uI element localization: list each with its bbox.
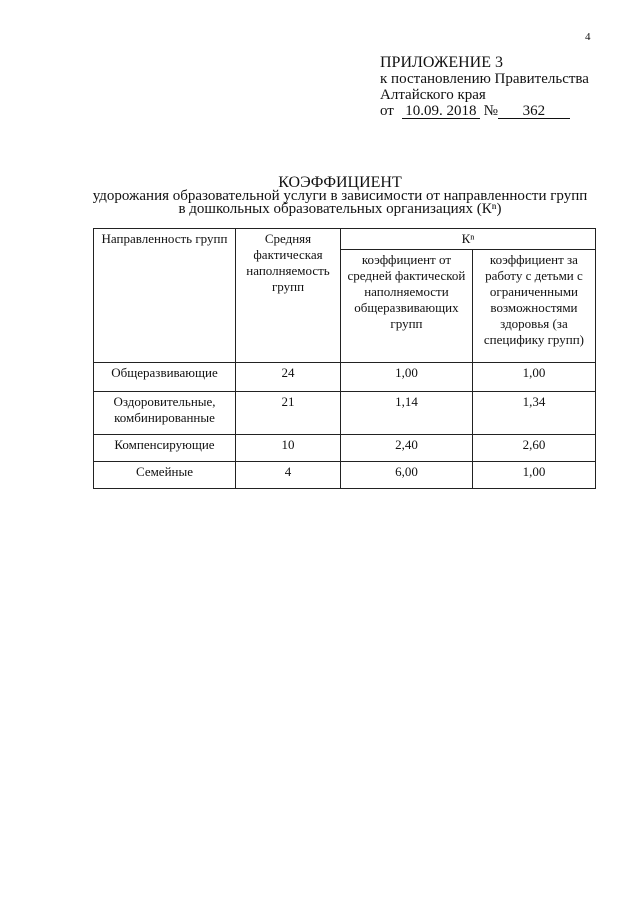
appendix-line-1: к постановлению Правительства <box>380 71 589 87</box>
row-k-general: 1,14 <box>341 392 473 435</box>
row-k-disabled: 1,34 <box>472 392 595 435</box>
header-k-general: коэффициент от средней фактической наполняемости общеразвивающих групп <box>341 250 473 363</box>
heading-line-2: в дошкольных образовательных организациях (Кⁿ) <box>178 201 502 217</box>
row-name: Общеразвивающие <box>94 363 236 392</box>
table-row <box>94 462 596 489</box>
row-name: Семейные <box>94 462 236 489</box>
number-prefix: № <box>483 103 498 119</box>
row-k-disabled: 1,00 <box>472 462 595 489</box>
document-heading <box>60 176 620 216</box>
appendix-line-2: Алтайского края <box>380 87 486 103</box>
heading-title: КОЭФФИЦИЕНТ <box>278 174 402 191</box>
appendix-date-line <box>380 103 610 119</box>
decree-number: 362 <box>498 104 570 119</box>
header-direction: Направленность групп <box>94 229 236 363</box>
row-fill: 10 <box>236 435 341 462</box>
header-k-disabled: коэффициент за работу с детьми с ограниченными возможностями здоровья (за специфику групп) <box>472 250 595 363</box>
row-fill: 21 <box>236 392 341 435</box>
appendix-block <box>380 55 610 119</box>
row-name: Компенсирующие <box>94 435 236 462</box>
row-k-disabled: 2,60 <box>472 435 595 462</box>
heading-line-1: удорожания образовательной услуги в зависимости от направленности групп <box>92 188 588 204</box>
page-number: 4 <box>585 31 591 43</box>
row-k-disabled: 1,00 <box>472 363 595 392</box>
row-k-general: 1,00 <box>341 363 473 392</box>
date-prefix: от <box>380 103 394 119</box>
row-fill: 24 <box>236 363 341 392</box>
appendix-title: ПРИЛОЖЕНИЕ 3 <box>380 54 504 71</box>
header-k: Кⁿ <box>341 229 596 250</box>
row-fill: 4 <box>236 462 341 489</box>
header-average-fill: Средняя фактическая наполняемость групп <box>236 229 341 363</box>
decree-date: 10.09. 2018 <box>402 104 480 119</box>
table-row <box>94 363 596 392</box>
coefficient-table <box>93 228 596 489</box>
row-name: Оздоровительные, комбинированные <box>94 392 236 435</box>
table-row <box>94 435 596 462</box>
table-row <box>94 392 596 435</box>
row-k-general: 6,00 <box>341 462 473 489</box>
row-k-general: 2,40 <box>341 435 473 462</box>
